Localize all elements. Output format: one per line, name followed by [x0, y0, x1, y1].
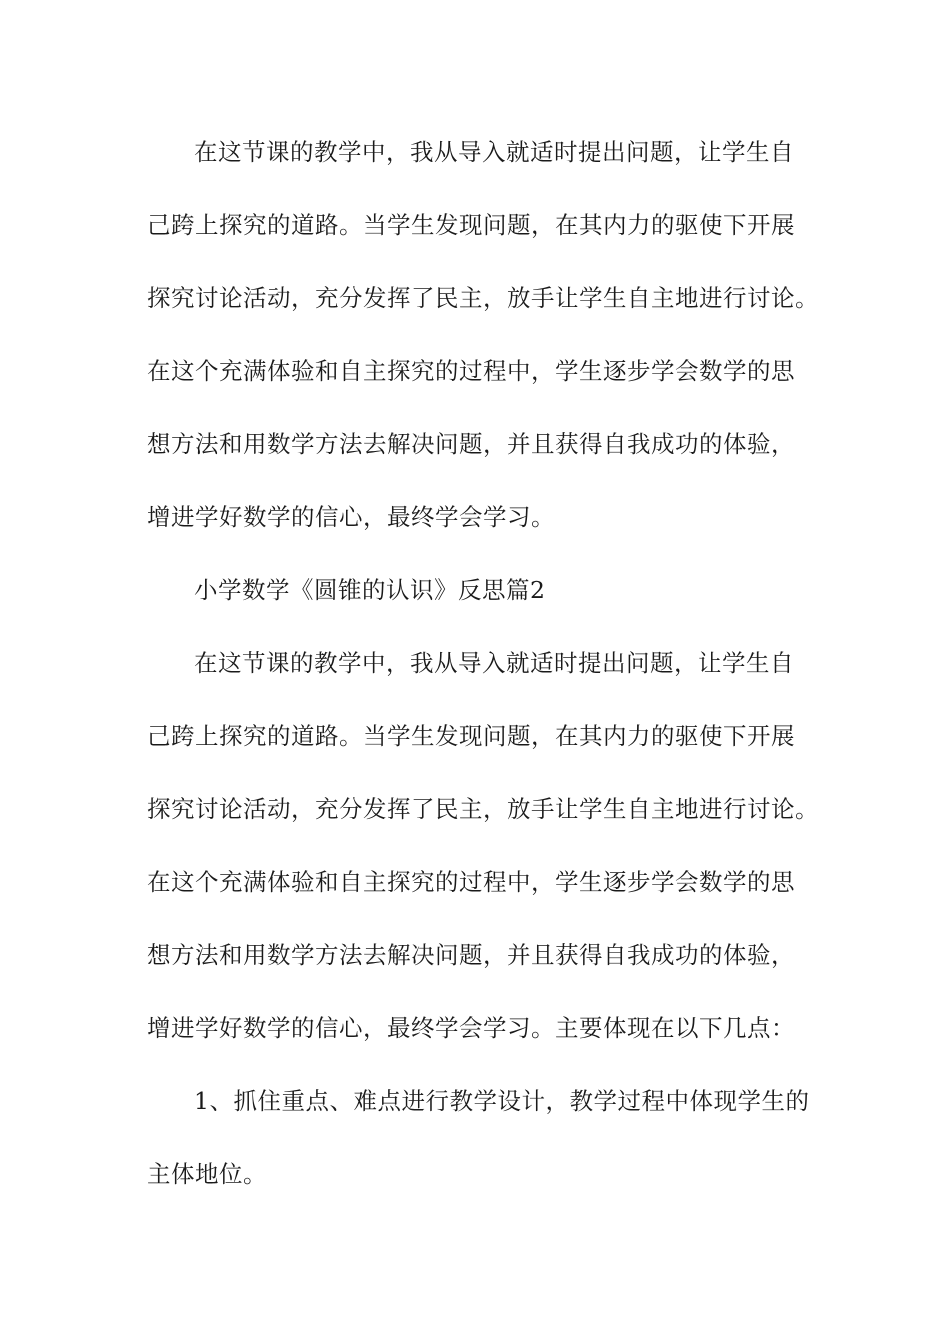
paragraph-2-line-3: 探究讨论活动，充分发挥了民主，放手让学生自主地进行讨论。 [147, 795, 819, 823]
paragraph-2-line-6: 增进学好数学的信心，最终学会学习。主要体现在以下几点： [147, 1014, 795, 1042]
paragraph-2-line-2: 己跨上探究的道路。当学生发现问题，在其内力的驱使下开展 [147, 722, 795, 750]
paragraph-1-line-4: 在这个充满体验和自主探究的过程中，学生逐步学会数学的思 [147, 357, 795, 385]
list-item-1-line-2: 主体地位。 [147, 1160, 267, 1188]
paragraph-2-line-4: 在这个充满体验和自主探究的过程中，学生逐步学会数学的思 [147, 868, 795, 896]
paragraph-1-line-3: 探究讨论活动，充分发挥了民主，放手让学生自主地进行讨论。 [147, 284, 819, 312]
paragraph-1-line-2: 己跨上探究的道路。当学生发现问题，在其内力的驱使下开展 [147, 211, 795, 239]
list-item-1-line-1: 1、抓住重点、难点进行教学设计，教学过程中体现学生的 [194, 1087, 810, 1115]
paragraph-2-line-1: 在这节课的教学中，我从导入就适时提出问题，让学生自 [194, 649, 794, 677]
paragraph-1-line-1: 在这节课的教学中，我从导入就适时提出问题，让学生自 [194, 138, 794, 166]
paragraph-1-line-5: 想方法和用数学方法去解决问题，并且获得自我成功的体验， [147, 430, 795, 458]
section-heading: 小学数学《圆锥的认识》反思篇2 [194, 576, 546, 604]
paragraph-2-line-5: 想方法和用数学方法去解决问题，并且获得自我成功的体验， [147, 941, 795, 969]
paragraph-1-line-6: 增进学好数学的信心，最终学会学习。 [147, 503, 555, 531]
